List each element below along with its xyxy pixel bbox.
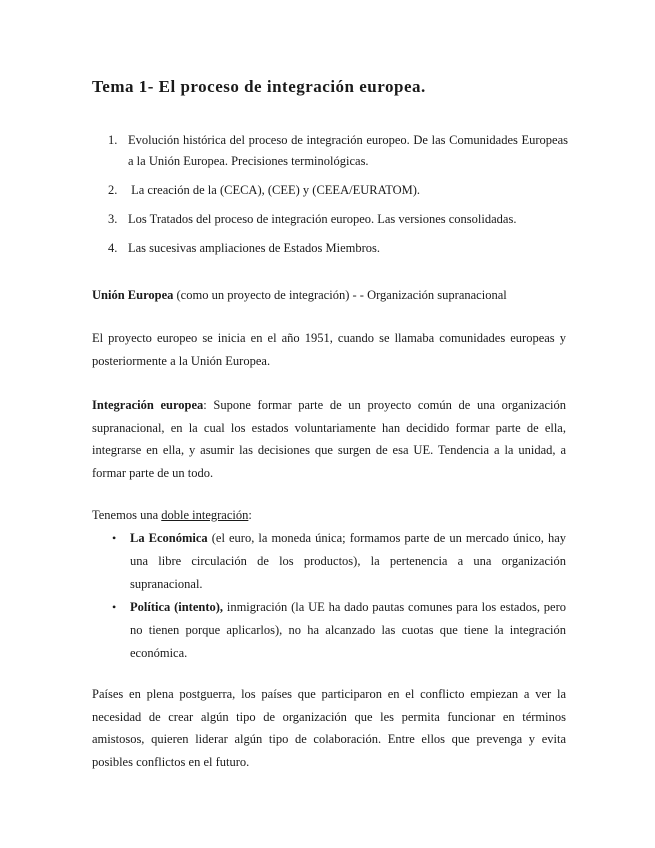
list-item xyxy=(108,238,568,259)
ue-definition-text: (como un proyecto de integración) - - Organización supranacional xyxy=(173,288,507,302)
doble-pre: Tenemos una xyxy=(92,508,162,522)
list-item xyxy=(108,209,568,230)
paragraph-postguerra: Países en plena postguerra, los países que participaron en el conflicto empiezan a ver la necesidad de crear algún tipo de organización que les permita funcionar en términos amistosos, quieren liderar algún tipo de colaboración. Entre ellos que prevenga y evita posibles conflictos en el futuro. xyxy=(92,687,566,769)
bullet-text: inmigración (la UE ha dado pautas comunes para los estados, pero no tienen porque aplicarlos), no ha alcanzado las cuotas que tiene la integración económica. xyxy=(130,600,566,660)
integracion-text: : Supone formar parte de un proyecto común de una organización supranacional, en la cual los estados voluntariamente han decidido formar parte de ella, integrarse en ella, y asumir las decisiones que surgen de esa UE. Tendencia a la unidad, a formar parte de un todo. xyxy=(92,398,567,480)
bullet-icon: • xyxy=(112,531,117,545)
list-item-text: La creación de la (CECA), (CEE) y (CEEA/EURATOM). xyxy=(128,183,421,197)
bullet-text: (el euro, la moneda única; formamos parte de un mercado único, hay una libre circulación de los productos), la pertenencia a una organización supranacional. xyxy=(130,531,566,591)
list-number: 4. xyxy=(108,241,118,255)
page-title: Tema 1- El proceso de integración europea. xyxy=(92,77,426,96)
term-union-europea: Unión Europea xyxy=(92,288,174,302)
list-item-text: Los Tratados del proceso de integración europeo. Las versiones consolidadas. xyxy=(128,212,517,226)
doble-integracion-line xyxy=(92,504,566,527)
list-number: 2. xyxy=(108,183,118,197)
list-number: 3. xyxy=(108,212,118,226)
bullet-icon: • xyxy=(112,600,117,614)
paragraph-1951: El proyecto europeo se inicia en el año 1951, cuando se llamaba comunidades europeas y posteriormente a la Unión Europea. xyxy=(92,331,566,368)
bullet-item xyxy=(110,596,566,665)
list-item-text: Las sucesivas ampliaciones de Estados Miembros. xyxy=(128,241,381,255)
bullet-item xyxy=(110,527,566,596)
integracion-paragraph xyxy=(92,394,566,484)
ue-definition-line xyxy=(92,284,566,307)
integration-bullet-list xyxy=(110,527,566,665)
doble-post: : xyxy=(248,508,252,522)
doble-integracion-term: doble integración xyxy=(161,508,249,522)
term-integracion-europea: Integración europea xyxy=(92,398,204,412)
list-item xyxy=(108,130,568,172)
bullet-term: Política (intento), xyxy=(130,600,224,614)
list-item xyxy=(108,180,568,201)
topic-list xyxy=(108,130,568,267)
list-number: 1. xyxy=(108,133,118,147)
list-item-text: Evolución histórica del proceso de integración europeo. De las Comunidades Europeas a la Unión Europea. Precisiones terminológicas. xyxy=(128,133,568,168)
bullet-term: La Económica xyxy=(130,531,208,545)
